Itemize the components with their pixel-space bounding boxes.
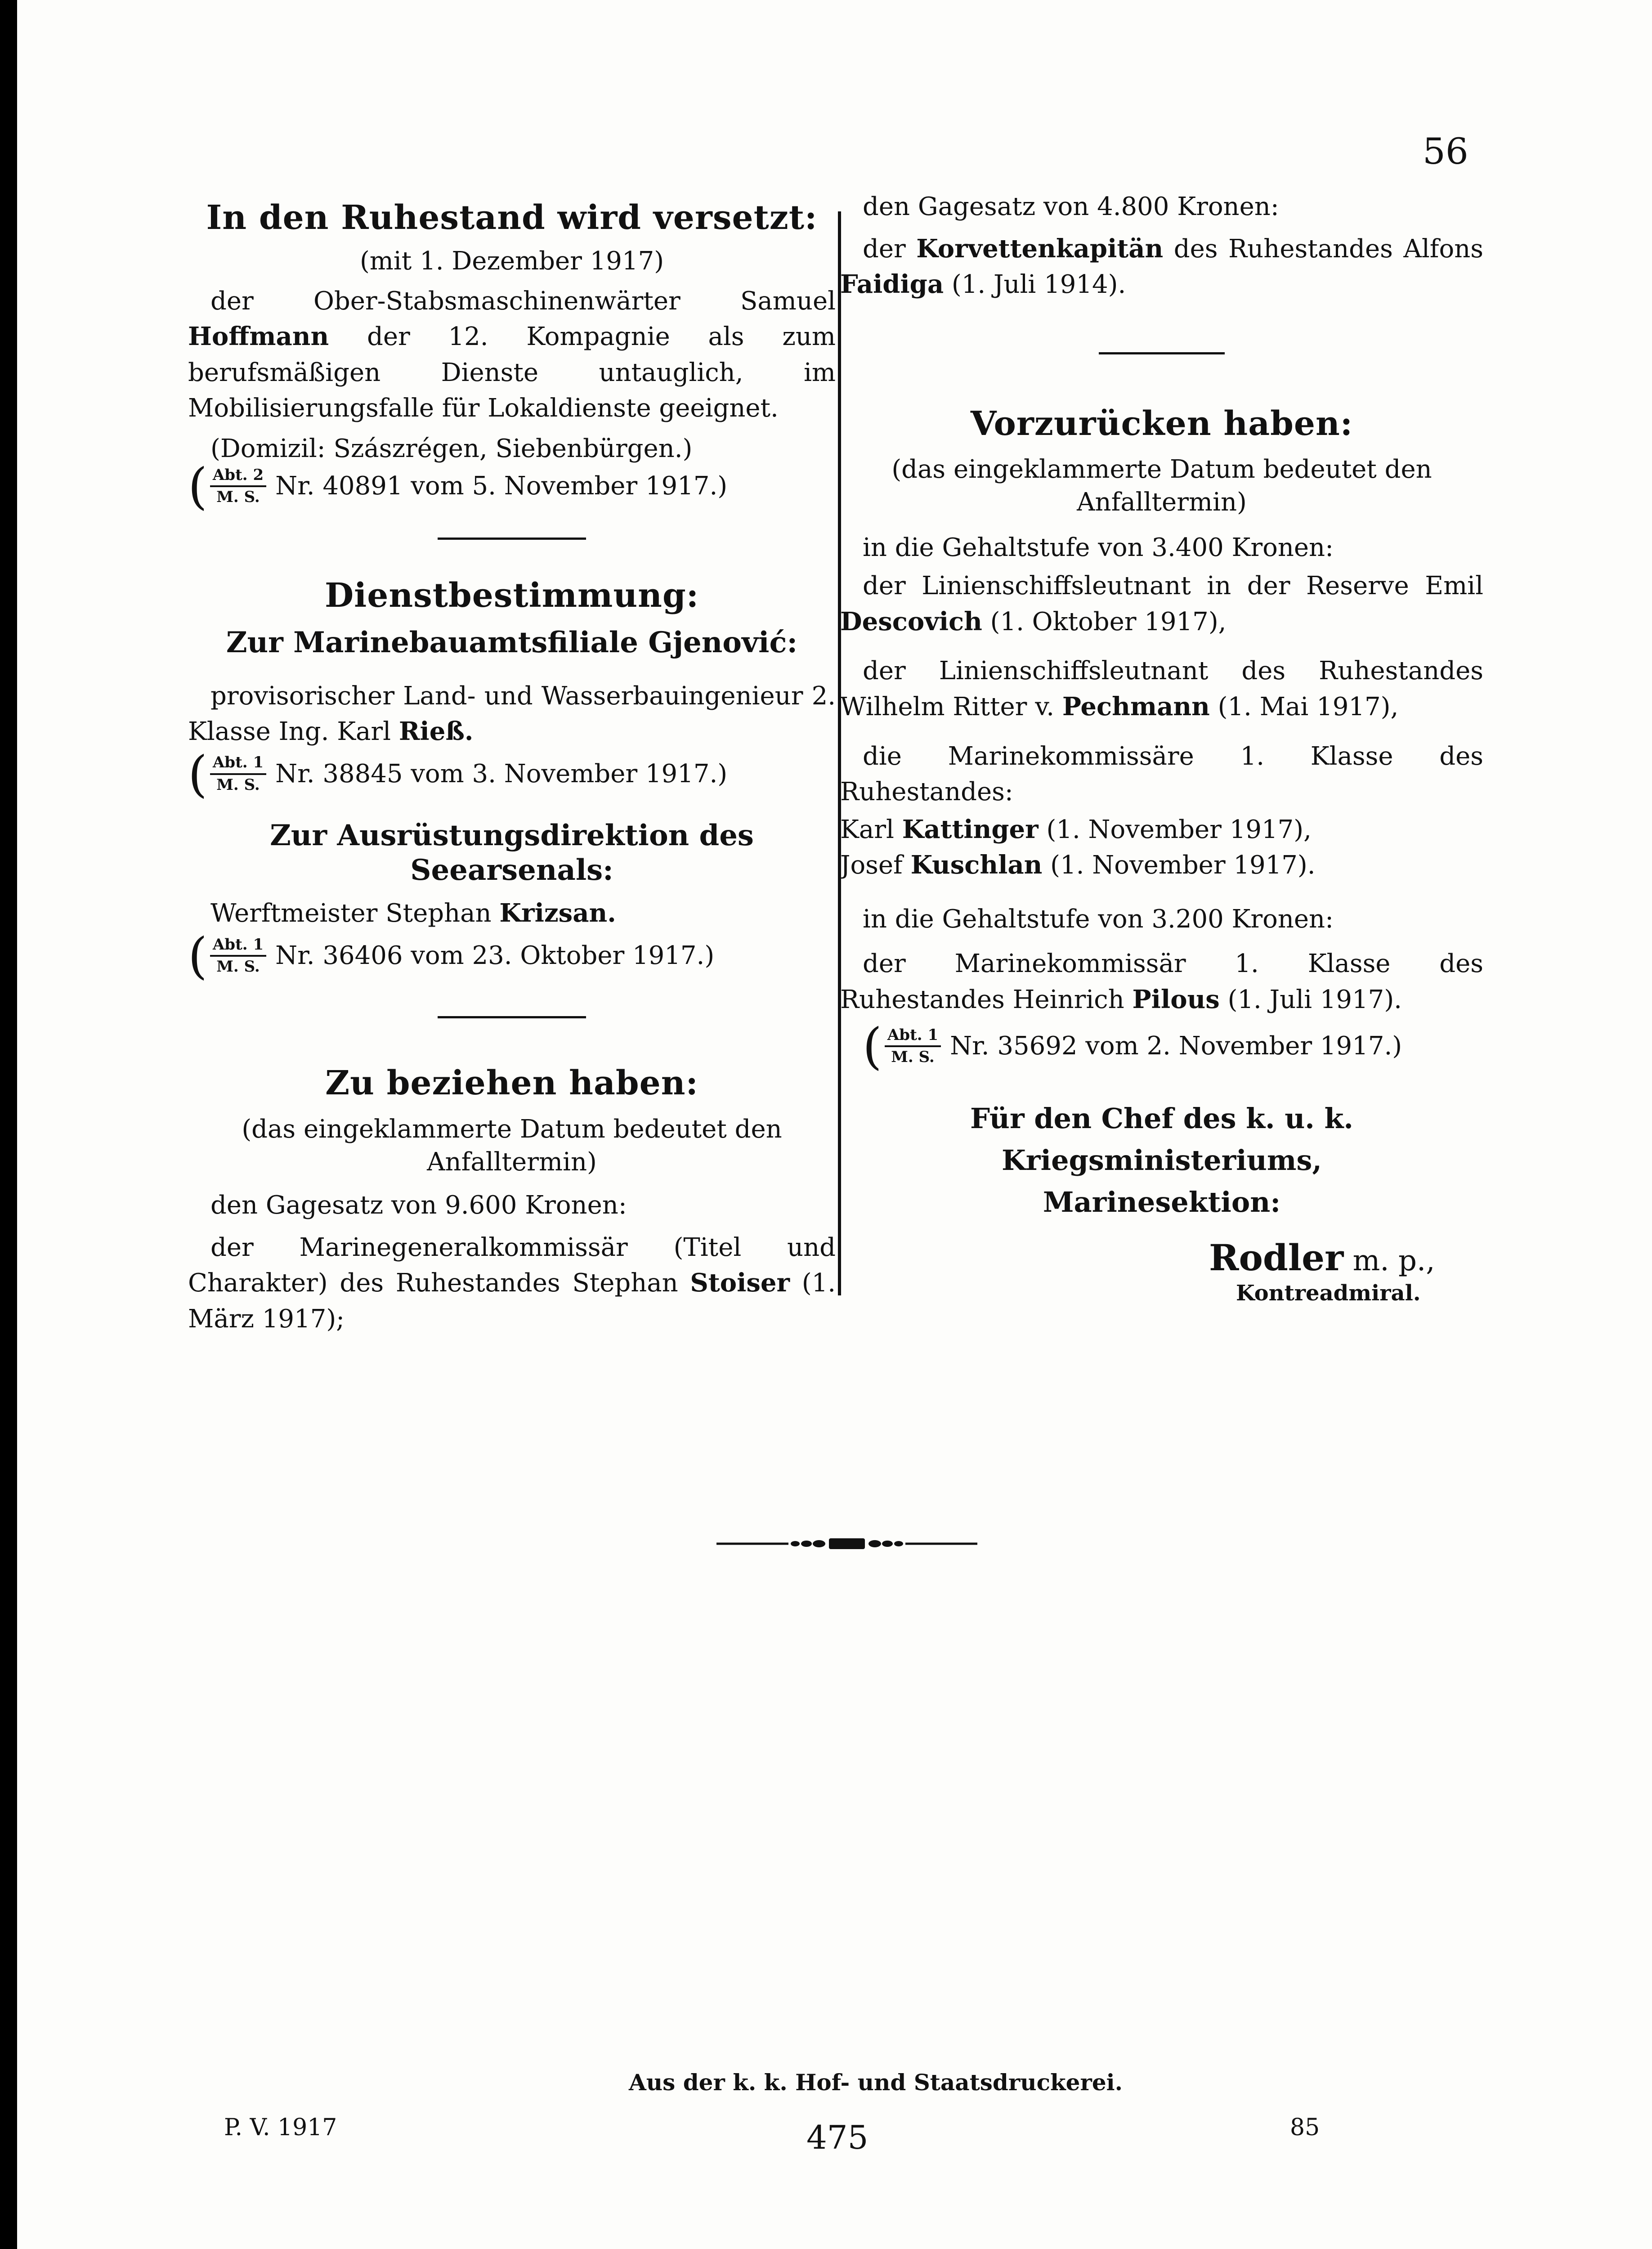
text-fragment: der Ober-Stabsmaschinenwärter Samuel <box>210 286 836 316</box>
fraction-top: Abt. 1 <box>210 754 266 775</box>
text-fragment: der Marinekommissär 1. Klasse des Ruhestandes Heinrich <box>840 949 1483 1014</box>
person-name: Kattinger <box>902 814 1039 844</box>
pay-paragraph <box>188 1230 836 1337</box>
text-fragment: der Marinegeneralkommissär (Titel und Charakter) des Ruhestandes Stephan <box>188 1232 836 1298</box>
text-fragment: (1. November 1917). <box>1042 851 1316 880</box>
right-column <box>840 192 1483 1306</box>
reference-fraction <box>210 936 266 976</box>
text-fragment: Werftmeister Stephan <box>210 899 500 928</box>
paren-open: ( <box>863 1017 882 1075</box>
text-fragment: des Ruhestandes Alfons <box>1163 234 1483 264</box>
person-name: Rieß. <box>398 717 474 747</box>
salary-step-2: in die Gehaltstufe von 3.200 Kronen: <box>863 904 1334 934</box>
person-name: Pechmann <box>1062 692 1210 721</box>
signature-block-heading <box>840 1098 1483 1223</box>
footer-right: 85 <box>1290 2114 1320 2141</box>
signature-line-1: Für den Chef des k. u. k. Kriegsministeriums, <box>970 1102 1354 1177</box>
footer-left: P. V. 1917 <box>224 2114 337 2141</box>
ornament-dots <box>791 1538 903 1549</box>
advancement-paragraph-4 <box>840 946 1483 1017</box>
section-divider <box>438 538 586 540</box>
person-name: Krizsan. <box>499 898 616 928</box>
text-fragment: der Linienschiffsleutnant in der Reserve Emil <box>863 571 1483 601</box>
document-page <box>17 0 1652 2249</box>
subheading-bauamt: Zur Marinebauamtsfiliale Gjenović: <box>226 625 798 659</box>
paren-open: ( <box>188 457 207 515</box>
advancement-line-kattinger <box>840 812 1483 848</box>
person-name: Pilous <box>1132 984 1220 1014</box>
fraction-bottom: M. S. <box>891 1048 935 1066</box>
pay-rate: den Gagesatz von 9.600 Kronen: <box>210 1191 627 1220</box>
subheading-arsenal: Zur Ausrüstungsdirektion des Seearsenals: <box>270 818 754 887</box>
reference-text: Nr. 38845 vom 3. November 1917.) <box>275 759 728 788</box>
reference-line <box>840 1017 1483 1075</box>
advancement-note: (das eingeklammerte Datum bedeutet den Anfalltermin) <box>891 455 1432 517</box>
reference-fraction <box>210 754 266 793</box>
text-fragment: der 12. Kompagnie als zum berufsmäßigen Dienste untauglich, im Mobilisierungsfalle für Lokaldienste geeignet. <box>188 322 836 423</box>
footer-center-number: 475 <box>806 2119 869 2156</box>
text-fragment: provisorischer Land- und Wasserbauingenieur 2. Klasse Ing. Karl <box>188 681 836 747</box>
pay-rate-2: den Gagesatz von 4.800 Kronen: <box>863 192 1279 221</box>
fraction-top: Abt. 2 <box>210 467 266 487</box>
retirement-paragraph <box>188 283 836 426</box>
reference-line <box>188 927 836 985</box>
text-fragment: (1. Juli 1914). <box>944 270 1126 300</box>
left-column <box>188 198 836 1337</box>
advancement-paragraph-3: die Marinekommissäre 1. Klasse des Ruhestandes: <box>840 741 1483 807</box>
person-name: Descovich <box>840 606 982 636</box>
signature <box>840 1237 1483 1279</box>
signature-line-2: Marinesektion: <box>1043 1186 1281 1219</box>
page-number: 56 <box>1423 130 1468 172</box>
reference-fraction <box>885 1027 941 1066</box>
assignment-paragraph-1 <box>188 678 836 750</box>
fraction-bottom: M. S. <box>216 775 260 794</box>
reference-line <box>188 745 836 803</box>
fraction-top: Abt. 1 <box>210 936 266 957</box>
section-heading-retirement: In den Ruhestand wird versetzt: <box>206 198 818 237</box>
fraction-bottom: M. S. <box>216 488 260 506</box>
paren-open: ( <box>188 745 207 803</box>
reference-fraction <box>210 467 266 506</box>
reference-line <box>188 457 836 515</box>
text-fragment: (1. Oktober 1917), <box>982 607 1227 636</box>
person-name: Hoffmann <box>188 322 329 352</box>
person-name: Kuschlan <box>910 850 1043 880</box>
advancement-line-kuschlan <box>840 847 1483 883</box>
person-name: Stoiser <box>690 1268 790 1298</box>
person-name: Faidiga <box>840 269 944 300</box>
text-fragment: Karl <box>840 815 902 844</box>
section-heading-assignment: Dienstbestimmung: <box>324 576 699 615</box>
text-fragment: (1. Mai 1917), <box>1209 692 1399 721</box>
text-fragment: der Linienschiffsleutnant des Ruhestandes Wilhelm Ritter v. <box>840 656 1483 721</box>
signatory-mp: m. p., <box>1343 1244 1435 1278</box>
reference-text: Nr. 35692 vom 2. November 1917.) <box>950 1031 1402 1061</box>
printer-imprint: Aus der k. k. Hof- und Staatsdruckerei. <box>629 2069 1123 2096</box>
section-divider <box>438 1016 586 1018</box>
pay-paragraph-2 <box>840 231 1483 303</box>
reference-text: Nr. 36406 vom 23. Oktober 1917.) <box>275 941 715 970</box>
signatory-name: Rodler <box>1209 1237 1344 1279</box>
ornament-divider <box>716 1538 977 1549</box>
text-fragment: Josef <box>840 851 911 880</box>
fraction-top: Abt. 1 <box>885 1027 941 1047</box>
rank: Korvettenkapitän <box>916 233 1164 264</box>
section-heading-advancement: Vorzurücken haben: <box>970 404 1353 443</box>
text-fragment: der <box>863 234 917 264</box>
text-fragment: (1. November 1917), <box>1038 815 1312 844</box>
text-fragment: (1. Juli 1917). <box>1219 985 1402 1014</box>
domicile: (Domizil: Szászrégen, Siebenbürgen.) <box>210 434 693 463</box>
advancement-paragraph-2 <box>840 653 1483 725</box>
advancement-paragraph-1 <box>840 568 1483 640</box>
reference-text: Nr. 40891 vom 5. November 1917.) <box>275 471 728 501</box>
fraction-bottom: M. S. <box>216 957 260 976</box>
section-divider <box>1099 352 1225 354</box>
pay-note: (das eingeklammerte Datum bedeutet den Anfalltermin) <box>242 1114 782 1177</box>
text-fragment: (1. März 1917); <box>188 1268 836 1334</box>
assignment-paragraph-2 <box>188 896 836 932</box>
salary-step-1: in die Gehaltstufe von 3.400 Kronen: <box>863 533 1334 562</box>
section-heading-pay: Zu beziehen haben: <box>325 1063 698 1102</box>
signatory-title: Kontreadmiral. <box>1236 1281 1421 1306</box>
paren-open: ( <box>188 927 207 985</box>
retirement-date: (mit 1. Dezember 1917) <box>359 246 664 276</box>
